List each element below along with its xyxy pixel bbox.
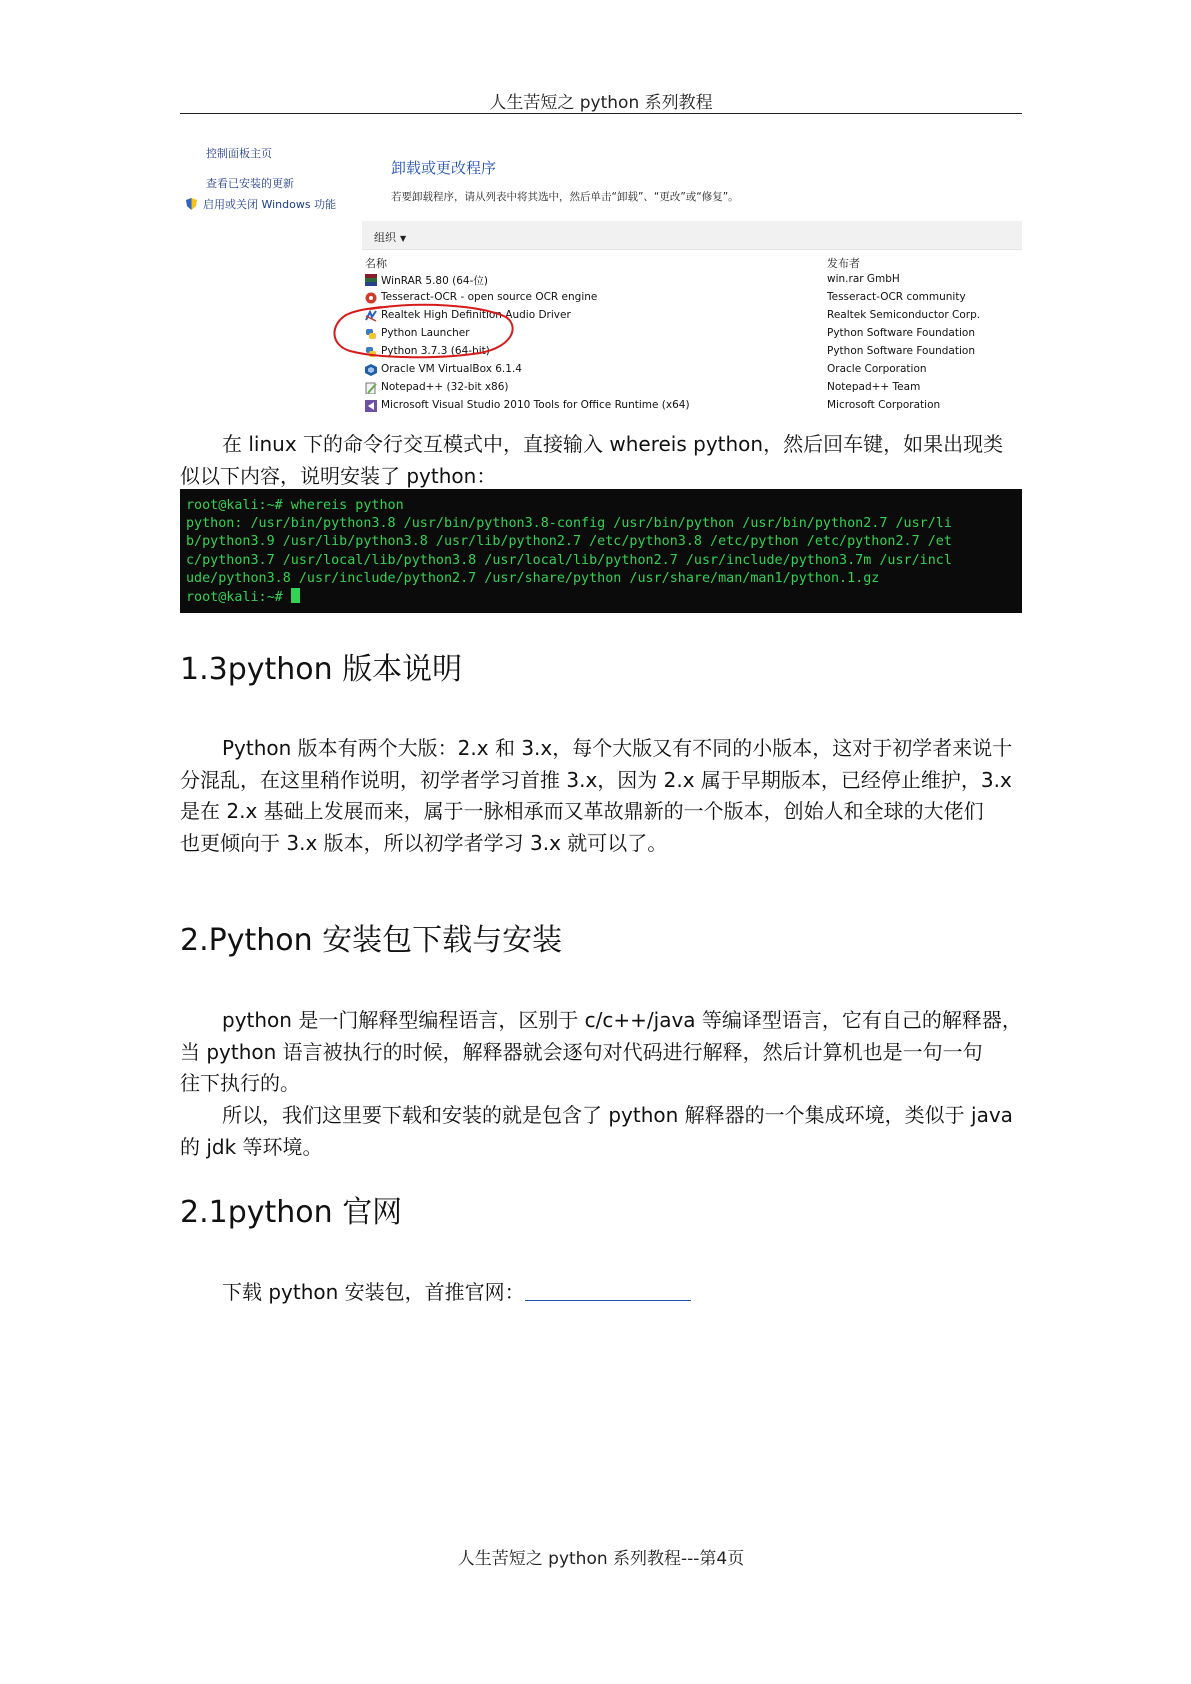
winrar-icon xyxy=(365,274,377,286)
paragraph-whereis xyxy=(180,429,1022,492)
program-row[interactable] xyxy=(365,398,1020,416)
program-row[interactable] xyxy=(365,290,1020,308)
program-name: Python 3.7.3 (64-bit) xyxy=(381,345,490,357)
organize-label: 组织 xyxy=(374,231,396,244)
terminal-line: python: /usr/bin/python3.8 /usr/bin/python3.8-config /usr/bin/python /usr/bin/python2.7 /usr/li xyxy=(186,516,952,532)
program-name: Oracle VM VirtualBox 6.1.4 xyxy=(381,363,522,375)
program-name: Python Launcher xyxy=(381,327,470,339)
program-publisher: Microsoft Corporation xyxy=(827,399,941,411)
terminal-line: c/python3.7 /usr/local/lib/python3.8 /usr/local/lib/python2.7 /usr/include/python3.7m /usr/incl xyxy=(186,552,952,568)
program-row[interactable] xyxy=(365,272,1020,290)
text-line: 的 jdk 等环境。 xyxy=(180,1134,323,1159)
program-publisher: Tesseract-OCR community xyxy=(827,291,966,303)
program-row[interactable] xyxy=(365,344,1020,362)
program-row[interactable] xyxy=(365,362,1020,380)
heading-2: 2.Python 安装包下载与安装 xyxy=(180,923,563,958)
text-line: 当 python 语言被执行的时候，解释器就会逐句对代码进行解释，然后计算机也是一句一句 xyxy=(180,1039,983,1064)
running-header: 人生苦短之 python 系列教程 xyxy=(489,93,713,113)
notepad-icon xyxy=(365,382,377,394)
program-row[interactable] xyxy=(365,380,1020,398)
official-site-link[interactable] xyxy=(525,1282,691,1301)
text-line: 也更倾向于 3.x 版本，所以初学者学习 3.x 就可以了。 xyxy=(180,830,668,855)
python-icon xyxy=(365,346,377,358)
program-name: Tesseract-OCR - open source OCR engine xyxy=(381,291,598,303)
program-publisher: Python Software Foundation xyxy=(827,345,975,357)
chevron-down-icon: ▼ xyxy=(400,234,407,243)
paragraph-environment xyxy=(180,1100,1022,1163)
heading-2-1: 2.1python 官网 xyxy=(180,1195,403,1230)
organize-button[interactable] xyxy=(374,229,406,245)
column-header-publisher[interactable]: 发布者 xyxy=(827,257,860,270)
header-rule xyxy=(180,113,1022,114)
control-panel-title: 卸载或更改程序 xyxy=(391,159,497,177)
program-name: Notepad++ (32-bit x86) xyxy=(381,381,509,393)
program-row[interactable] xyxy=(365,308,1020,326)
program-publisher: Realtek Semiconductor Corp. xyxy=(827,309,981,321)
virtualbox-icon xyxy=(365,364,377,376)
terminal-line: b/python3.9 /usr/lib/python3.8 /usr/lib/python2.7 /etc/python3.8 /etc/python /etc/python2.7 /et xyxy=(186,534,952,550)
program-row[interactable] xyxy=(365,326,1020,344)
program-name: Microsoft Visual Studio 2010 Tools for Office Runtime (x64) xyxy=(381,399,690,411)
toolbar xyxy=(362,221,1022,250)
text-line: 往下执行的。 xyxy=(180,1071,300,1095)
text-line: 是在 2.x 基础上发展而来，属于一脉相承而又革故鼎新的一个版本，创始人和全球的大佬们 xyxy=(180,799,984,823)
sidebar-link-windows-features[interactable] xyxy=(186,196,336,212)
python-icon xyxy=(365,328,377,340)
program-publisher: Python Software Foundation xyxy=(827,327,975,339)
text-line: python 是一门解释型编程语言，区别于 c/c++/java 等编译型语言，它有自己的解释器， xyxy=(222,1008,1022,1032)
page-footer: 人生苦短之 python 系列教程---第4页 xyxy=(457,1549,745,1569)
realtek-icon xyxy=(365,310,377,322)
terminal-line: root@kali:~# whereis python xyxy=(186,498,404,513)
control-panel-description: 若要卸载程序，请从列表中将其选中，然后单击“卸载”、“更改”或“修复”。 xyxy=(391,191,739,203)
program-publisher: Oracle Corporation xyxy=(827,363,927,375)
sidebar-link-home[interactable]: 控制面板主页 xyxy=(206,147,272,160)
paragraph-official-site xyxy=(180,1277,1022,1309)
sidebar-link-view-updates[interactable]: 查看已安装的更新 xyxy=(206,177,294,190)
vs-icon xyxy=(365,400,377,412)
text-line: 似以下内容，说明安装了 python： xyxy=(180,463,497,488)
program-name: Realtek High Definition Audio Driver xyxy=(381,309,571,321)
paragraph-interpreter xyxy=(180,1005,1022,1100)
text-line: Python 版本有两个大版：2.x 和 3.x，每个大版又有不同的小版本，这对于初学者来说十 xyxy=(222,736,1013,760)
program-publisher: Notepad++ Team xyxy=(827,381,921,393)
column-header-name[interactable]: 名称 xyxy=(365,257,387,270)
text-line: 下载 python 安装包，首推官网： xyxy=(222,1280,525,1304)
tesseract-icon xyxy=(365,292,377,304)
heading-1-3: 1.3python 版本说明 xyxy=(180,652,463,687)
terminal-line: ude/python3.8 /usr/include/python2.7 /usr/share/python /usr/share/man/man1/python.1.gz xyxy=(186,570,880,586)
sidebar-link-label: 启用或关闭 Windows 功能 xyxy=(203,198,337,211)
terminal-line: root@kali:~# xyxy=(186,590,291,606)
program-publisher: win.rar GmbH xyxy=(827,273,900,285)
program-name: WinRAR 5.80 (64-位) xyxy=(381,275,488,287)
text-line: 在 linux 下的命令行交互模式中，直接输入 whereis python，然后回车键，如果出现类 xyxy=(222,432,1004,456)
text-line: 所以，我们这里要下载和安装的就是包含了 python 解释器的一个集成环境，类似于 java xyxy=(222,1103,1013,1127)
terminal-cursor xyxy=(291,588,300,603)
shield-icon xyxy=(186,198,197,210)
terminal-screenshot xyxy=(180,489,1022,613)
paragraph-versions xyxy=(180,733,1022,859)
control-panel-screenshot xyxy=(180,145,1022,427)
text-line: 分混乱，在这里稍作说明，初学者学习首推 3.x，因为 2.x 属于早期版本，已经停止维护，3.x xyxy=(180,767,1012,792)
